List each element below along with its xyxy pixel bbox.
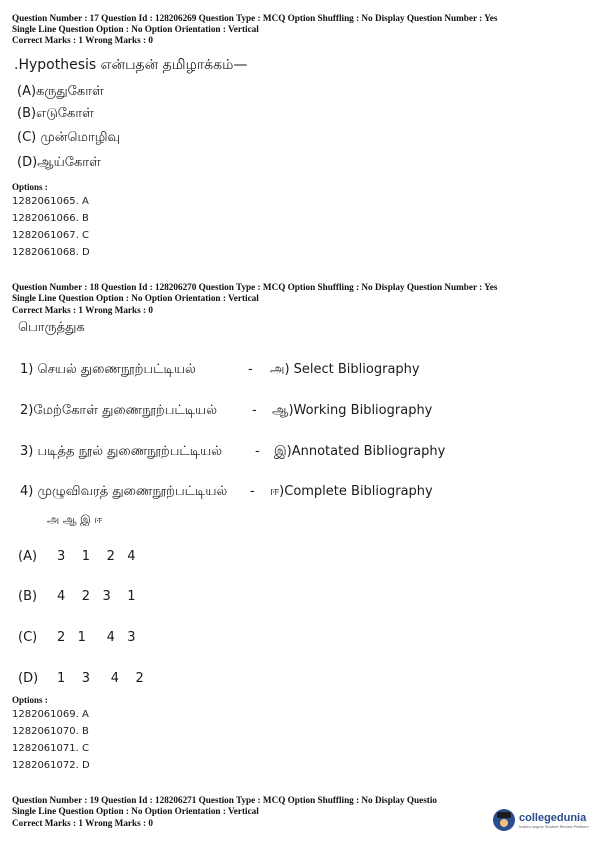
q19-meta-line1: Question Number : 19 Question Id : 128206271 Question Type : MCQ Option Shuffling : No Display Questio [12, 795, 437, 805]
q18-row3-right: இ)Annotated Bibliography [274, 444, 446, 459]
q17-options-label: Options : [12, 182, 48, 192]
q17-choice-a: (A)கருதுகோள் [17, 84, 104, 99]
q19-meta-line3: Correct Marks : 1 Wrong Marks : 0 [12, 818, 153, 828]
q18-answer-d-label: (D) [18, 671, 39, 686]
q18-row3-left: 3) படித்த நூல் துணைநூற்பட்டியல் [20, 444, 223, 459]
q18-row3-dash: - [255, 444, 260, 459]
q18-meta-line3: Correct Marks : 1 Wrong Marks : 0 [12, 305, 153, 315]
q18-option-2: 1282061070. B [12, 726, 89, 737]
q17-meta-line2: Single Line Question Option : No Option Orientation : Vertical [12, 24, 259, 34]
q18-answer-b-values: 4 2 3 1 [57, 589, 136, 604]
q18-answer-b-label: (B) [18, 589, 38, 604]
q18-row4-left: 4) முழுவிவரத் துணைநூற்பட்டியல் [20, 484, 228, 499]
q18-row2-right: ஆ)Working Bibliography [272, 403, 433, 418]
q18-meta-line1: Question Number : 18 Question Id : 128206270 Question Type : MCQ Option Shuffling : No Display Question Number : Yes [12, 282, 498, 292]
q18-heading: பொருத்துக [18, 320, 85, 335]
q18-answer-a-values: 3 1 2 4 [57, 549, 136, 564]
q18-row2-left: 2)மேற்கோள் துணைநூற்பட்டியல் [20, 403, 217, 418]
graduate-mascot-icon [493, 809, 515, 831]
q18-key-header: அ ஆ இ ஈ [47, 513, 103, 526]
q17-option-4: 1282061068. D [12, 247, 90, 258]
q18-answer-c-values: 2 1 4 3 [57, 630, 136, 645]
q17-choice-c: (C) முன்மொழிவு [17, 130, 121, 145]
q18-row4-dash: - [250, 484, 255, 499]
q18-answer-d-values: 1 3 4 2 [57, 671, 144, 686]
q17-question-text: .Hypothesis என்பதன் தமிழாக்கம்— [14, 57, 248, 73]
q17-meta-line1: Question Number : 17 Question Id : 128206269 Question Type : MCQ Option Shuffling : No Display Question Number : Yes [12, 13, 498, 23]
q18-option-3: 1282061071. C [12, 743, 89, 754]
q18-row4-right: ஈ)Complete Bibliography [270, 484, 433, 499]
q18-row1-right: அ) Select Bibliography [270, 362, 420, 377]
q18-option-1: 1282061069. A [12, 709, 89, 720]
q18-row2-dash: - [252, 403, 257, 418]
q18-options-label: Options : [12, 695, 48, 705]
q18-row1-dash: - [248, 362, 253, 377]
q17-meta-line3: Correct Marks : 1 Wrong Marks : 0 [12, 35, 153, 45]
collegedunia-logo [493, 802, 593, 838]
q19-meta-line2: Single Line Question Option : No Option Orientation : Vertical [12, 806, 259, 816]
q17-choice-b: (B)எடுகோள் [17, 106, 94, 121]
q18-answer-a-label: (A) [18, 549, 38, 564]
q18-row1-left: 1) செயல் துணைநூற்பட்டியல் [20, 362, 196, 377]
q18-option-4: 1282061072. D [12, 760, 90, 771]
q18-answer-c-label: (C) [18, 630, 38, 645]
q17-choice-d: (D)ஆய்கோள் [17, 155, 101, 170]
q18-meta-line2: Single Line Question Option : No Option Orientation : Vertical [12, 293, 259, 303]
logo-tagline: India's largest Student Review Platform [519, 823, 589, 829]
q17-option-3: 1282061067. C [12, 230, 89, 241]
logo-name: collegedunia [519, 811, 587, 824]
q17-option-1: 1282061065. A [12, 196, 89, 207]
q17-option-2: 1282061066. B [12, 213, 89, 224]
